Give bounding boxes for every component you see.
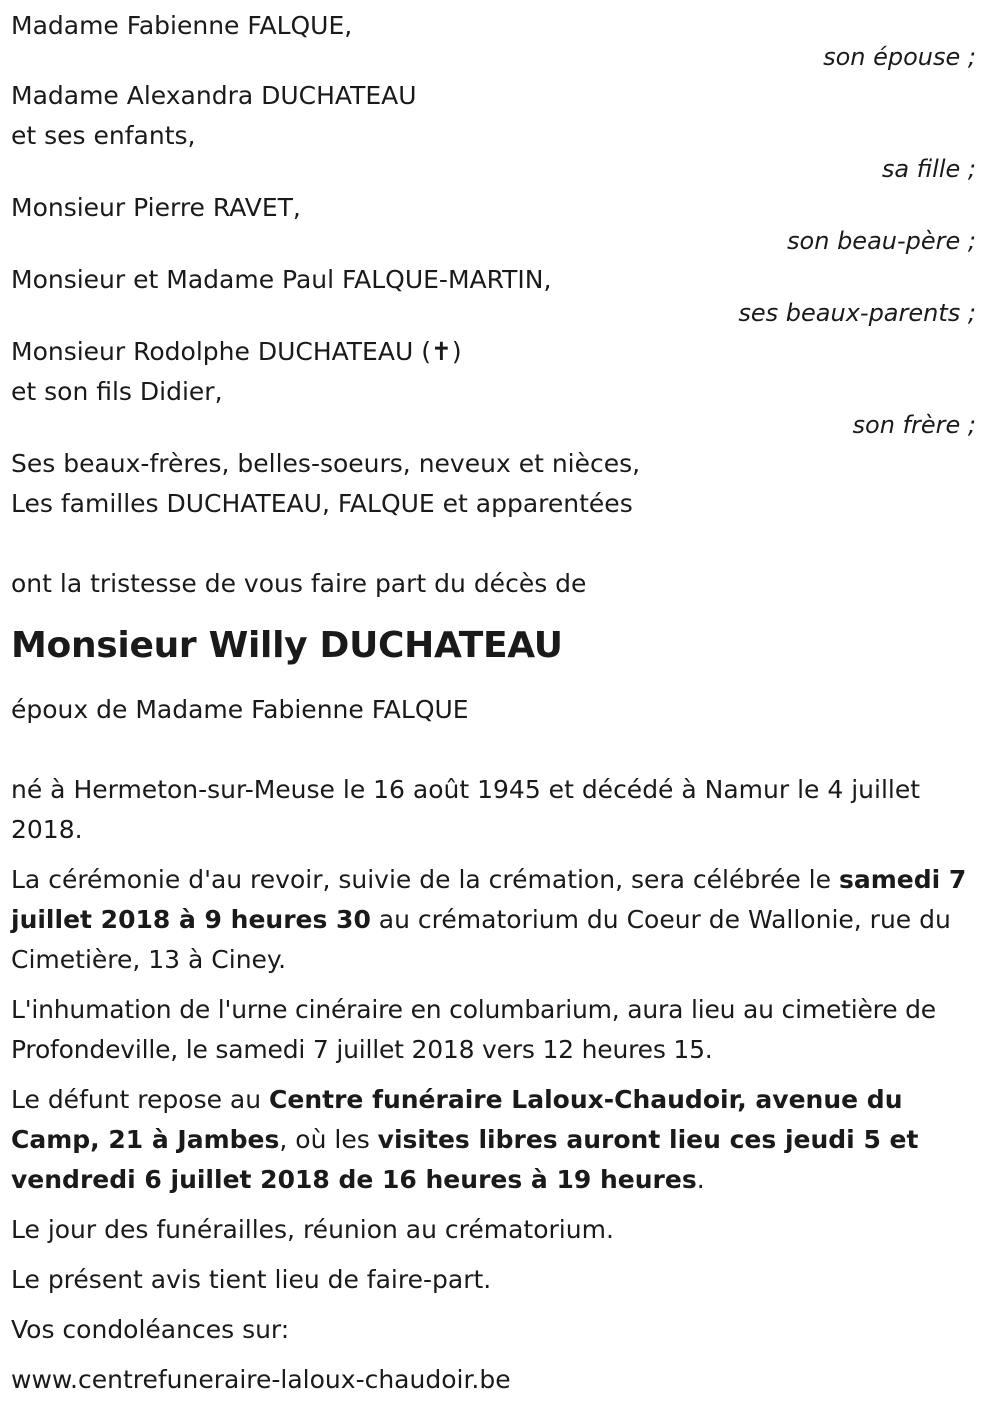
repose-post: . <box>696 1165 705 1194</box>
notice-text: Le présent avis tient lieu de faire-part. <box>11 1265 492 1294</box>
repose-location: Centre funéraire Laloux-Chaudoir, avenue du Camp, 21 à Jambes <box>11 1085 903 1154</box>
repose-pre: Le défunt repose au <box>11 1085 270 1114</box>
repose-mid: , où les <box>279 1125 378 1154</box>
family-role: son frère ; <box>852 411 976 439</box>
family-member-line: Madame Alexandra DUCHATEAU <box>11 81 417 110</box>
announcement-text: ont la tristesse de vous faire part du décès de <box>11 569 587 598</box>
family-role: sa fille ; <box>881 155 976 183</box>
deceased-name: Monsieur Willy DUCHATEAU <box>11 625 563 666</box>
extended-family-line: Les familles DUCHATEAU, FALQUE et apparentées <box>11 489 633 518</box>
spouse-line: époux de Madame Fabienne FALQUE <box>11 695 469 724</box>
inhumation-text: L'inhumation de l'urne cinéraire en columbarium, aura lieu au cimetière de Profondeville, le samedi 7 juillet 2018 vers 12 heures 15. <box>11 995 936 1064</box>
ceremony-text <box>11 860 986 980</box>
family-role: ses beaux-parents ; <box>738 299 976 327</box>
family-member-line: et son fils Didier, <box>11 377 223 406</box>
family-member-line: Madame Fabienne FALQUE, <box>11 11 353 40</box>
visit-times: visites libres auront lieu ces jeudi 5 et vendredi 6 juillet 2018 de 16 heures à 19 heures <box>11 1125 919 1194</box>
ceremony-date: samedi 7 juillet 2018 à 9 heures 30 <box>11 865 967 934</box>
reunion-text: Le jour des funérailles, réunion au crématorium. <box>11 1215 614 1244</box>
family-member-line: et ses enfants, <box>11 121 196 150</box>
ceremony-post: au crématorium du Coeur de Wallonie, rue du Cimetière, 13 à Ciney. <box>11 905 951 974</box>
ceremony-pre: La cérémonie d'au revoir, suivie de la crémation, sera célébrée le <box>11 865 839 894</box>
birth-death-text: né à Hermeton-sur-Meuse le 16 août 1945 et décédé à Namur le 4 juillet 2018. <box>11 775 921 844</box>
family-role: son beau-père ; <box>787 227 976 255</box>
website-link[interactable]: www.centrefuneraire-laloux-chaudoir.be <box>11 1365 511 1394</box>
family-member-line: Monsieur et Madame Paul FALQUE-MARTIN, <box>11 265 552 294</box>
family-member-line: Monsieur Rodolphe DUCHATEAU (✝) <box>11 337 462 366</box>
extended-family-line: Ses beaux-frères, belles-soeurs, neveux et nièces, <box>11 449 641 478</box>
family-role: son épouse ; <box>823 43 976 71</box>
repose-text <box>11 1080 986 1200</box>
condolences-label: Vos condoléances sur: <box>11 1315 290 1344</box>
family-member-line: Monsieur Pierre RAVET, <box>11 193 301 222</box>
